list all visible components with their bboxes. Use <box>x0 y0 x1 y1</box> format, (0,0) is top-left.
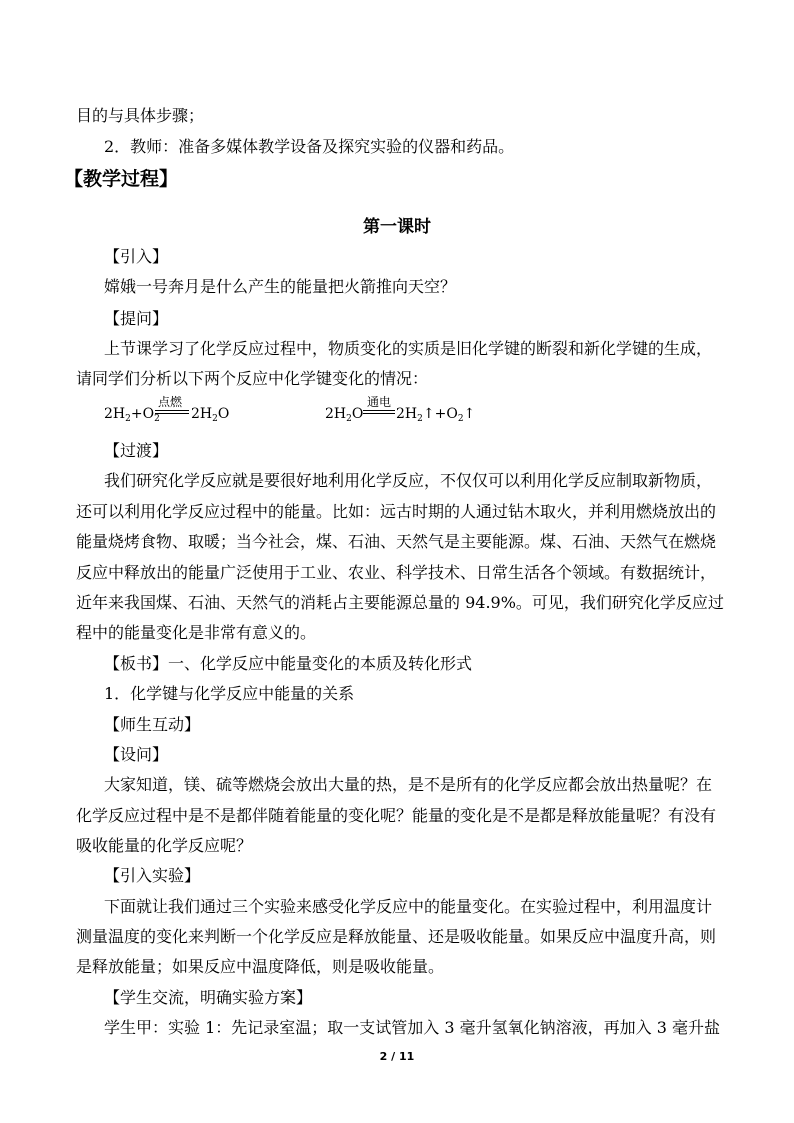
text-line: 下面就让我们通过三个实验来感受化学反应中的能量变化。在实验过程中，利用温度计 <box>104 897 713 916</box>
text-line: 程中的能量变化是非常有意义的。 <box>76 623 317 642</box>
text-line: 【设问】 <box>104 745 169 764</box>
lesson-title: 第一课时 <box>363 217 431 237</box>
text-line: 我们研究化学反应就是要很好地利用化学反应，不仅仅可以利用化学反应制取新物质， <box>104 471 713 490</box>
document-page: 目的与具体步骤； 2．教师：准备多媒体教学设备及探究实验的仪器和药品。 【教学过程】 第一课时 【引入】 嫦娥一号奔月是什么产生的能量把火箭推向天空？ 【提问】 上节课学习了化学反应过程中，物质变化的实质是旧化学键的断裂和新化学键的生成， 请同学们分析以下两个反应中化学键变化的情况： $2H_2+O_2$ 点燃 $2H_2O$ $2H_2O$ 通电 $2H_2↑+O_2↑$ 【过渡】 我们研究化学反应就是要很好地利用化学反应，不仅仅可以利用化学反应制取新物质， 还可以利用化学反应过程中的能量。比如：远古时期的人通过钻木取火，并利用燃烧放出的 能量烧烤食物、取暖；当今社会，煤、石油、天然气是主要能源。煤、石油、天然气在燃烧 反应中释放出的能量广泛使用于工业、农业、科学技术、日常生活各个领域。有数据统计， 近年来我国煤、石油、天然气的消耗占主要能源总量的 94.9%。可见，我们研究化学反应过 程中的能量变化是非常有意义的。 【板书】一、化学反应中能量变化的本质及转化形式 1．化学键与化学反应中能量的关系 【师生互动】 【设问】 大家知道，镁、硫等燃烧会放出大量的热，是不是所有的化学反应都会放出热量呢？在 化学反应过程中是不是都伴随着能量的变化呢？能量的变化是不是都是释放能量呢？有没有 吸收能量的化学反应呢？ 【引入实验】 下面就让我们通过三个实验来感受化学反应中的能量变化。在实验过程中，利用温度计 测量温度的变化来判断一个化学反应是释放能量、还是吸收能量。如果反应中温度升高，则 是释放能量；如果反应中温度降低，则是吸收能量。 【学生交流，明确实验方案】 学生甲：实验 1：先记录室温；取一支试管加入 3 毫升氢氧化钠溶液，再加入 3 毫升盐 2 / 11 <box>0 0 794 1123</box>
section-heading: 【教学过程】 <box>64 168 179 190</box>
text-line: 上节课学习了化学反应过程中，物质变化的实质是旧化学键的断裂和新化学键的生成， <box>104 339 713 358</box>
text-line: 【引入】 <box>104 247 169 266</box>
text-line: 能量烧烤食物、取暖；当今社会，煤、石油、天然气是主要能源。煤、石油、天然气在燃烧 <box>76 532 717 551</box>
text-line: 1．化学键与化学反应中能量的关系 <box>104 684 355 703</box>
text-line: 化学反应过程中是不是都伴随着能量的变化呢？能量的变化是不是都是释放能量呢？有没有 <box>76 806 717 825</box>
text-line: 还可以利用化学反应过程中的能量。比如：远古时期的人通过钻木取火，并利用燃烧放出的 <box>76 502 717 521</box>
text-line: 近年来我国煤、石油、天然气的消耗占主要能源总量的 94.9%。可见，我们研究化学反应过 <box>76 593 724 612</box>
text-line: 吸收能量的化学反应呢？ <box>76 836 253 855</box>
text-line: 测量温度的变化来判断一个化学反应是释放能量、还是吸收能量。如果反应中温度升高，则 <box>76 927 717 946</box>
text-line: 【师生互动】 <box>104 715 201 734</box>
reaction-condition: 点燃 <box>158 395 183 409</box>
text-line: 反应中释放出的能量广泛使用于工业、农业、科学技术、日常生活各个领域。有数据统计， <box>76 563 717 582</box>
text-line: 【板书】一、化学反应中能量变化的本质及转化形式 <box>104 654 473 673</box>
text-line: 是释放能量；如果反应中温度降低，则是吸收能量。 <box>76 957 445 976</box>
text-line: 目的与具体步骤； <box>76 106 205 125</box>
text-line: 嫦娥一号奔月是什么产生的能量把火箭推向天空？ <box>104 277 457 296</box>
text-line: 【过渡】 <box>104 441 169 460</box>
text-line: 2．教师：准备多媒体教学设备及探究实验的仪器和药品。 <box>104 137 515 156</box>
page-number: 2 / 11 <box>379 1050 415 1063</box>
text-line: 【提问】 <box>104 309 169 328</box>
text-line: 大家知道，镁、硫等燃烧会放出大量的热，是不是所有的化学反应都会放出热量呢？在 <box>104 775 713 794</box>
reaction-condition: 通电 <box>367 395 392 409</box>
text-line: 【引入实验】 <box>104 866 201 885</box>
text-line: 【学生交流，明确实验方案】 <box>104 988 313 1007</box>
text-line: 学生甲：实验 1：先记录室温；取一支试管加入 3 毫升氢氧化钠溶液，再加入 3 毫升盐 <box>104 1018 720 1037</box>
text-line: 请同学们分析以下两个反应中化学键变化的情况： <box>76 369 429 388</box>
